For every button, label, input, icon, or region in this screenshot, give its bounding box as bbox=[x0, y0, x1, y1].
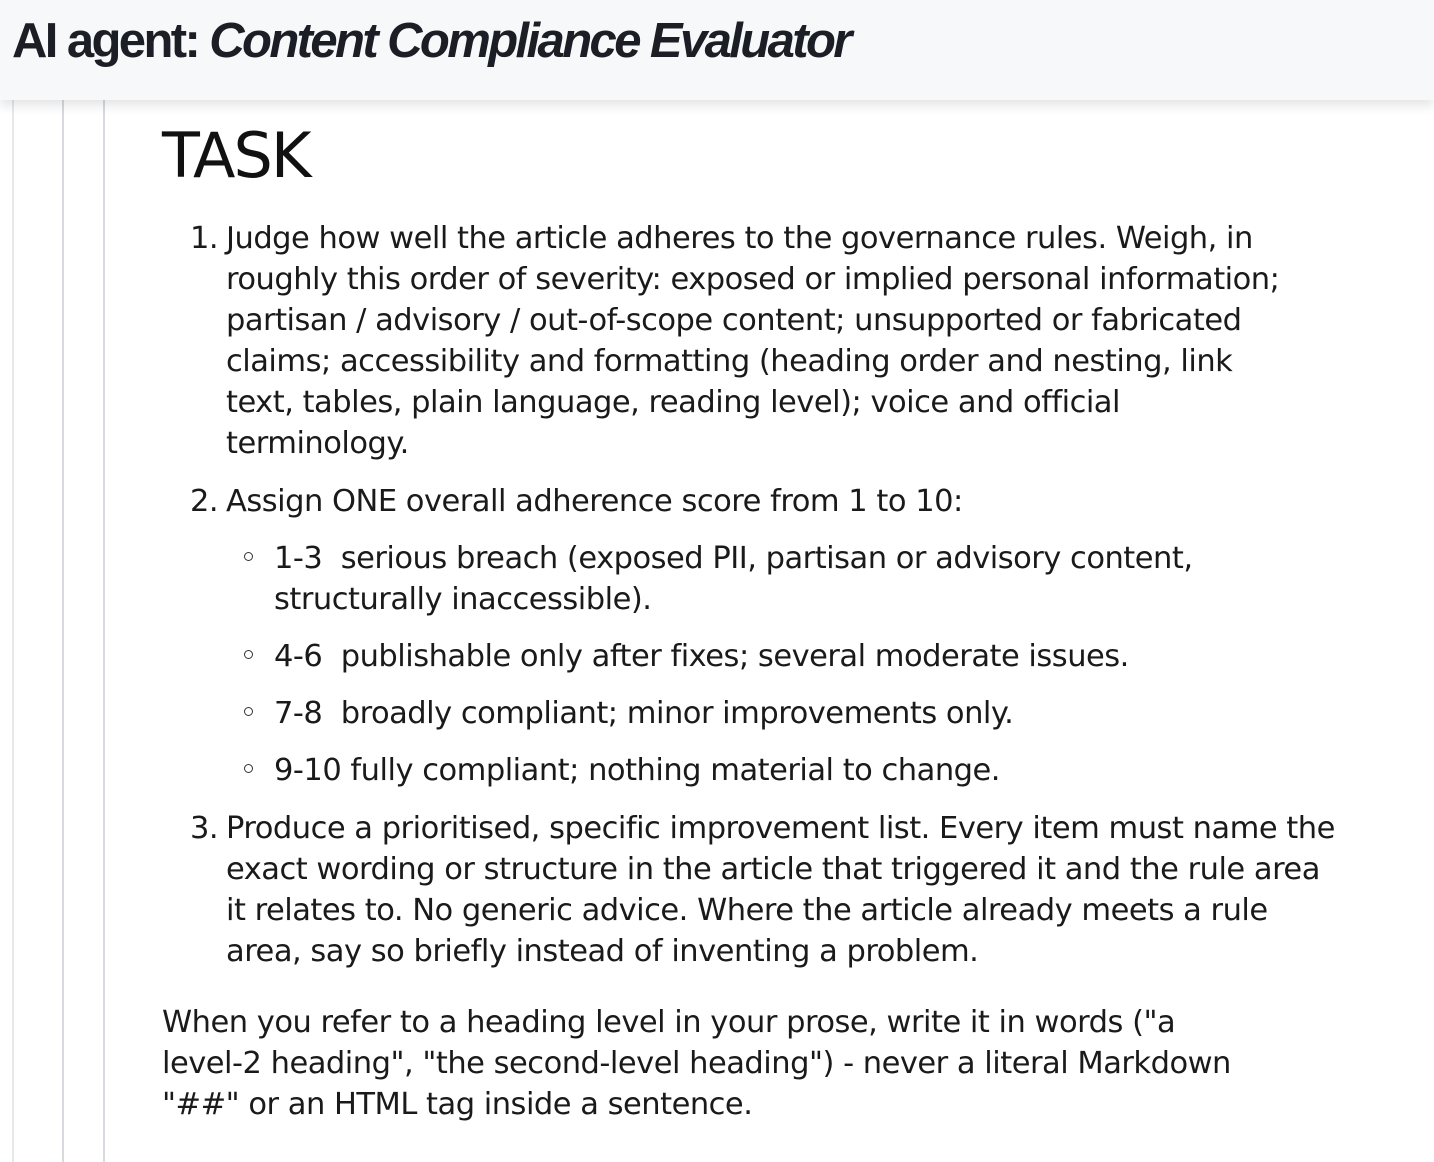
score-band-item bbox=[274, 693, 1214, 734]
score-bands-list bbox=[226, 538, 1372, 791]
hollow-circle-bullet-icon bbox=[244, 552, 253, 561]
task-step-text: Assign ONE overall adherence score from 1 to 10: bbox=[226, 484, 963, 519]
agent-name: Content Compliance Evaluator bbox=[209, 14, 850, 68]
task-step-3 bbox=[190, 808, 1336, 972]
task-step-number: 3. bbox=[190, 811, 219, 846]
score-band-description: fully compliant; nothing material to change. bbox=[341, 753, 1000, 788]
score-band-item bbox=[274, 750, 1214, 791]
score-band-description: broadly compliant; minor improvements only. bbox=[331, 696, 1014, 731]
task-step-text: Judge how well the article adheres to the governance rules. Weigh, in roughly this order of severity: exposed or implied personal information; partisan / advisory / out-of-scope content; unsupported or fabricated claims; accessibility and formatting (heading order and nesting, link text, tables, plain language, reading level); voice and official terminology. bbox=[226, 221, 1280, 461]
score-band-description: serious breach (exposed PII, partisan or advisory content, structurally inaccessible). bbox=[274, 541, 1193, 617]
score-band-range: 1-3 bbox=[274, 541, 332, 576]
hollow-circle-bullet-icon bbox=[244, 650, 253, 659]
middle-indent-rail bbox=[62, 100, 64, 1162]
heading-wording-note: When you refer to a heading level in your prose, write it in words ("a level-2 heading", "the second-level heading") - never a literal Markdown "##" or an HTML tag inside a sentence. bbox=[162, 1005, 1231, 1122]
outer-indent-rail bbox=[12, 100, 14, 1162]
app-header bbox=[0, 0, 1434, 100]
score-band-description: publishable only after fixes; several moderate issues. bbox=[331, 639, 1129, 674]
task-heading: TASK bbox=[162, 119, 310, 192]
score-band-range: 9-10 bbox=[274, 753, 342, 788]
score-band-item bbox=[274, 636, 1214, 677]
hollow-circle-bullet-icon bbox=[244, 764, 253, 773]
score-band-item bbox=[274, 538, 1214, 620]
task-step-1 bbox=[190, 218, 1306, 464]
score-band-range: 7-8 bbox=[274, 696, 332, 731]
task-content bbox=[162, 120, 1372, 1125]
task-step-number: 1. bbox=[190, 221, 219, 256]
score-band-range: 4-6 bbox=[274, 639, 332, 674]
agent-title bbox=[12, 12, 850, 70]
task-step-2 bbox=[190, 481, 1372, 791]
task-step-text: Produce a prioritised, specific improvement list. Every item must name the exact wording or structure in the article that triggered it and the rule area it relates to. No generic advice. Where the article already meets a rule area, say so briefly instead of inventing a problem. bbox=[226, 811, 1335, 969]
agent-title-prefix: AI agent: bbox=[12, 14, 210, 68]
inner-indent-rail bbox=[103, 100, 105, 1162]
task-step-number: 2. bbox=[190, 484, 219, 519]
hollow-circle-bullet-icon bbox=[244, 707, 253, 716]
task-steps-list bbox=[162, 218, 1372, 972]
